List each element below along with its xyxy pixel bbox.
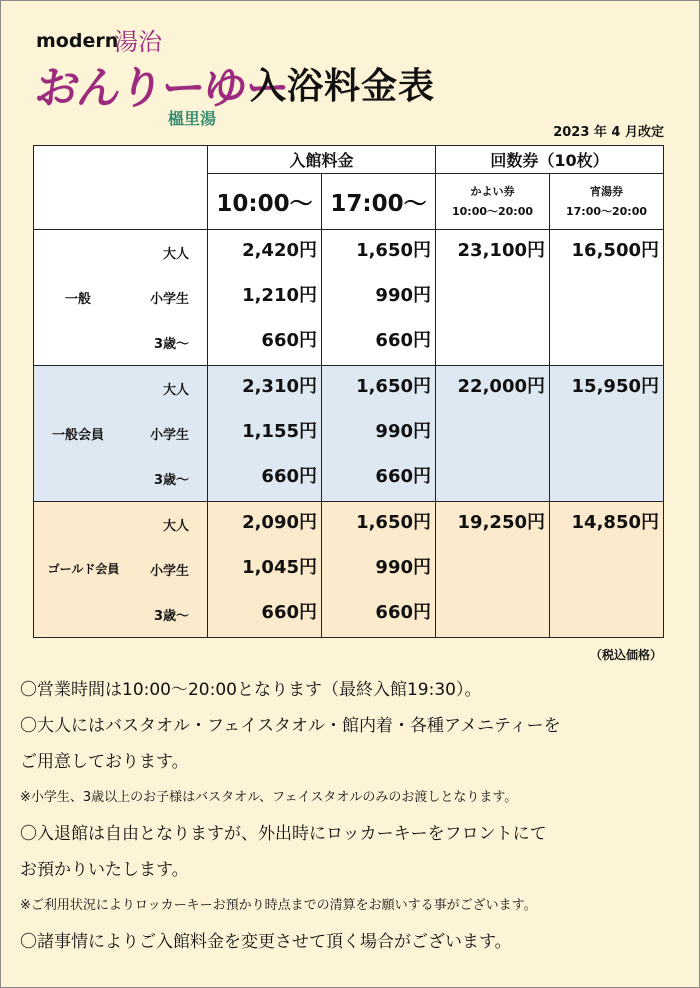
price-yoiyu — [550, 502, 664, 638]
price-evening — [322, 366, 436, 502]
tax-note: （税込価格） — [589, 648, 662, 662]
col-evening: 17:00〜 — [322, 174, 436, 230]
table-row — [34, 230, 664, 366]
kayoi-time: 10:00〜20:00 — [451, 204, 534, 218]
note-children: ※小学生、3歳以上のお子様はバスタオル、フェイスタオルのみのお渡しとなります。 — [20, 790, 518, 805]
price-value: 1,045円 — [242, 557, 317, 578]
price-value: 660円 — [375, 330, 431, 351]
logo-main-text: おんりーゆー — [31, 63, 291, 114]
yoiyu-time: 17:00〜20:00 — [565, 204, 648, 218]
price-value: 1,650円 — [356, 376, 431, 397]
price-value: 660円 — [261, 330, 317, 351]
age-label: 小学生 — [149, 564, 189, 579]
price-value: 23,100円 — [457, 240, 545, 261]
price-value: 2,420円 — [242, 240, 317, 261]
price-morning — [208, 366, 322, 502]
note-reentry: 〇入退館は自由となりますが、外出時にロッカーキーをフロントにて — [20, 824, 547, 844]
price-value: 2,090円 — [242, 512, 317, 533]
age-label: 3歳〜 — [153, 609, 189, 624]
price-value: 990円 — [375, 557, 431, 578]
price-value: 660円 — [375, 602, 431, 623]
price-yoiyu — [550, 230, 664, 366]
category-cell — [34, 366, 208, 502]
col-yoiyu — [550, 174, 664, 230]
logo-yuji-text: 湯治 — [114, 28, 162, 56]
logo-modern-text: modern — [36, 30, 119, 52]
note-amenities-cont: ご用意しております。 — [20, 752, 189, 772]
price-kayoi — [436, 366, 550, 502]
price-yoiyu — [550, 366, 664, 502]
price-value: 660円 — [261, 466, 317, 487]
category-name: 一般会員 — [51, 428, 104, 443]
price-evening — [322, 502, 436, 638]
table-row — [34, 502, 664, 638]
age-label: 小学生 — [149, 292, 189, 307]
note-price-change: 〇諸事情によりご入館料金を変更させて頂く場合がございます。 — [20, 932, 512, 952]
price-value: 660円 — [261, 602, 317, 623]
fee-table — [33, 145, 664, 638]
price-value: 19,250円 — [457, 512, 545, 533]
col-morning: 10:00〜 — [208, 174, 322, 230]
age-label: 大人 — [162, 519, 189, 534]
age-label: 3歳〜 — [153, 473, 189, 488]
category-name: ゴールド会員 — [47, 562, 120, 576]
admission-header: 入館料金 — [208, 146, 436, 174]
price-morning — [208, 502, 322, 638]
price-kayoi — [436, 502, 550, 638]
category-cell — [34, 502, 208, 638]
note-amenities: 〇大人にはバスタオル・フェイスタオル・館内着・各種アメニティーを — [20, 716, 561, 736]
category-cell — [34, 230, 208, 366]
col-kayoi — [436, 174, 550, 230]
price-value: 22,000円 — [457, 376, 545, 397]
kayoi-name: かよい券 — [470, 184, 515, 198]
table-corner — [34, 146, 208, 230]
notes-list — [20, 672, 685, 960]
price-value: 1,155円 — [242, 421, 317, 442]
price-value: 1,210円 — [242, 285, 317, 306]
yoiyu-name: 宵湯券 — [590, 184, 623, 198]
price-value: 990円 — [375, 285, 431, 306]
category-name: 一般 — [64, 292, 91, 307]
table-row — [34, 366, 664, 502]
page-title: 入浴料金表 — [250, 66, 436, 107]
price-value: 660円 — [375, 466, 431, 487]
note-reentry-cont: お預かりいたします。 — [20, 860, 189, 880]
revision-date: 2023 年 4 月改定 — [553, 125, 664, 140]
price-value: 1,650円 — [356, 240, 431, 261]
age-label: 大人 — [162, 247, 189, 262]
age-label: 大人 — [162, 383, 189, 398]
age-label: 小学生 — [149, 428, 189, 443]
price-value: 14,850円 — [571, 512, 659, 533]
price-value: 15,950円 — [571, 376, 659, 397]
note-hours: 〇営業時間は10:00〜20:00となります（最終入館19:30）。 — [20, 680, 482, 700]
price-value: 16,500円 — [571, 240, 659, 261]
price-value: 990円 — [375, 421, 431, 442]
age-label: 3歳〜 — [153, 337, 189, 352]
note-settlement: ※ご利用状況によりロッカーキーお預かり時点までの清算をお願いする事がございます。 — [20, 898, 537, 913]
price-value: 1,650円 — [356, 512, 431, 533]
price-evening — [322, 230, 436, 366]
logo-sub-text: 榲里湯 — [168, 109, 217, 128]
tickets-header: 回数券（10枚） — [436, 146, 664, 174]
price-kayoi — [436, 230, 550, 366]
logo — [31, 22, 291, 132]
price-morning — [208, 230, 322, 366]
price-value: 2,310円 — [242, 376, 317, 397]
